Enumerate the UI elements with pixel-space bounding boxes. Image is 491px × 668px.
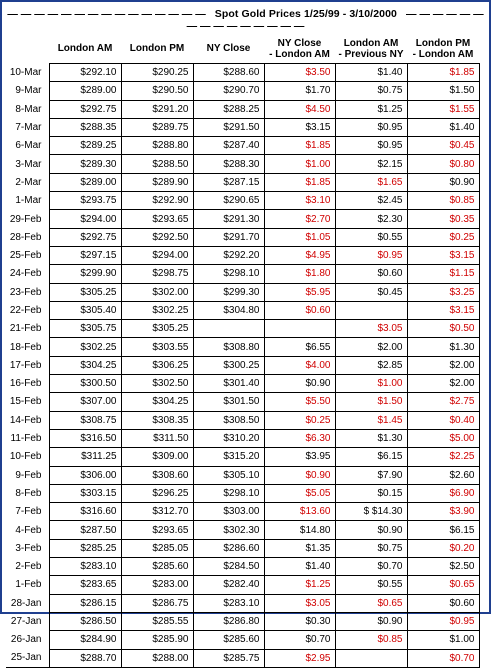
- ny-close-cell: $303.00: [193, 503, 264, 521]
- london-pm-minus-london-am-cell: $1.40: [407, 118, 479, 136]
- date-cell: 15-Feb: [9, 396, 42, 408]
- london-pm-minus-london-am-cell: $1.15: [407, 265, 479, 283]
- london-am-minus-prev-ny-cell: $0.70: [335, 558, 407, 576]
- london-pm-cell: $304.25: [121, 393, 193, 411]
- table-row: [6, 539, 479, 557]
- london-pm-cell: $290.25: [121, 64, 193, 82]
- london-am-cell: $283.10: [49, 558, 121, 576]
- table-row: [6, 649, 479, 667]
- date-cell: 28-Jan: [10, 597, 42, 609]
- table-row: [6, 503, 479, 521]
- date-cell: 1-Feb: [15, 579, 42, 591]
- london-pm-minus-london-am-cell: $1.30: [407, 338, 479, 356]
- london-pm-minus-london-am-cell: $3.15: [407, 246, 479, 264]
- london-pm-cell: $308.35: [121, 411, 193, 429]
- london-pm-cell: $289.75: [121, 118, 193, 136]
- date-cell: 16-Feb: [9, 378, 42, 390]
- ny-minus-london-am-cell: $0.90: [264, 466, 335, 484]
- london-pm-minus-london-am-cell: $5.00: [407, 429, 479, 447]
- ny-minus-london-am-cell: $3.10: [264, 192, 335, 210]
- ny-minus-london-am-cell: $5.50: [264, 393, 335, 411]
- london-am-minus-prev-ny-cell: $1.30: [335, 429, 407, 447]
- title-right-dashes: — — — — — — — — — — — — — — —: [186, 8, 484, 32]
- london-am-cell: $292.75: [49, 228, 121, 246]
- ny-close-cell: $292.20: [193, 246, 264, 264]
- ny-minus-london-am-cell: $13.60: [264, 503, 335, 521]
- table-row: [6, 100, 479, 118]
- ny-close-cell: $298.10: [193, 484, 264, 502]
- ny-close-cell: [193, 320, 264, 338]
- london-pm-minus-london-am-cell: $0.40: [407, 411, 479, 429]
- london-am-minus-prev-ny-cell: $2.15: [335, 155, 407, 173]
- london-pm-minus-london-am-cell: $3.25: [407, 283, 479, 301]
- london-pm-cell: $289.90: [121, 173, 193, 191]
- ny-close-cell: $298.10: [193, 265, 264, 283]
- ny-minus-london-am-cell: $3.95: [264, 448, 335, 466]
- london-pm-minus-london-am-cell: $0.20: [407, 539, 479, 557]
- ny-close-cell: $288.30: [193, 155, 264, 173]
- london-pm-cell: $294.00: [121, 246, 193, 264]
- ny-close-cell: $287.15: [193, 173, 264, 191]
- london-am-cell: $308.75: [49, 411, 121, 429]
- london-am-cell: $284.90: [49, 631, 121, 649]
- header-london-pm-minus-london-am: London PM - London AM: [412, 37, 474, 60]
- london-pm-minus-london-am-cell: $2.50: [407, 558, 479, 576]
- london-am-minus-prev-ny-cell: $2.45: [335, 192, 407, 210]
- table-row: [6, 558, 479, 576]
- ny-minus-london-am-cell: $3.15: [264, 118, 335, 136]
- london-pm-cell: $285.60: [121, 558, 193, 576]
- london-pm-minus-london-am-cell: $3.90: [407, 503, 479, 521]
- date-cell: 27-Jan: [10, 616, 42, 628]
- header-london-am: London AM: [57, 43, 113, 54]
- london-am-minus-prev-ny-cell: $1.00: [335, 375, 407, 393]
- london-am-minus-prev-ny-cell: $6.15: [335, 448, 407, 466]
- london-am-minus-prev-ny-cell: $0.65: [335, 594, 407, 612]
- london-pm-cell: $298.75: [121, 265, 193, 283]
- london-am-minus-prev-ny-cell: $2.30: [335, 210, 407, 228]
- gold-price-table: [6, 34, 480, 668]
- ny-close-cell: $315.20: [193, 448, 264, 466]
- table-body: [6, 64, 479, 668]
- london-pm-minus-london-am-cell: $0.50: [407, 320, 479, 338]
- london-pm-minus-london-am-cell: $1.85: [407, 64, 479, 82]
- london-pm-minus-london-am-cell: $0.95: [407, 612, 479, 630]
- london-pm-minus-london-am-cell: $0.80: [407, 155, 479, 173]
- date-cell: 8-Feb: [15, 487, 42, 499]
- london-pm-cell: $290.50: [121, 82, 193, 100]
- ny-minus-london-am-cell: $4.95: [264, 246, 335, 264]
- london-am-minus-prev-ny-cell: $0.45: [335, 283, 407, 301]
- london-pm-minus-london-am-cell: $2.75: [407, 393, 479, 411]
- table-row: [6, 521, 479, 539]
- london-am-minus-prev-ny-cell: $1.25: [335, 100, 407, 118]
- london-am-cell: $311.25: [49, 448, 121, 466]
- date-cell: 2-Feb: [15, 561, 42, 573]
- london-pm-cell: $305.25: [121, 320, 193, 338]
- london-pm-minus-london-am-cell: $1.50: [407, 82, 479, 100]
- date-cell: 26-Jan: [10, 634, 42, 646]
- ny-minus-london-am-cell: $1.85: [264, 173, 335, 191]
- date-cell: 18-Feb: [9, 341, 42, 353]
- header-date: [6, 34, 49, 64]
- table-row: [6, 594, 479, 612]
- date-cell: 8-Mar: [15, 103, 42, 115]
- date-cell: 28-Feb: [9, 231, 42, 243]
- date-cell: 25-Jan: [6, 649, 49, 667]
- table-row: [6, 612, 479, 630]
- london-am-cell: $305.40: [49, 301, 121, 319]
- ny-close-cell: $299.30: [193, 283, 264, 301]
- london-pm-minus-london-am-cell: $2.60: [407, 466, 479, 484]
- london-am-minus-prev-ny-cell: [335, 301, 407, 319]
- ny-minus-london-am-cell: $4.00: [264, 356, 335, 374]
- ny-minus-london-am-cell: $0.30: [264, 612, 335, 630]
- london-pm-cell: $296.25: [121, 484, 193, 502]
- title-left-dashes: — — — — — — — — — — — — — — —: [7, 8, 206, 20]
- london-pm-minus-london-am-cell: $2.00: [407, 356, 479, 374]
- london-pm-minus-london-am-cell: $0.85: [407, 192, 479, 210]
- date-cell: 2-Mar: [15, 176, 42, 188]
- header-row: [6, 34, 479, 64]
- date-cell: 6-Mar: [15, 140, 42, 152]
- london-am-cell: $285.25: [49, 539, 121, 557]
- ny-close-cell: $282.40: [193, 576, 264, 594]
- london-am-minus-prev-ny-cell: $0.75: [335, 539, 407, 557]
- ny-minus-london-am-cell: $1.25: [264, 576, 335, 594]
- london-pm-minus-london-am-cell: $0.35: [407, 210, 479, 228]
- london-am-minus-prev-ny-cell: $2.00: [335, 338, 407, 356]
- london-am-cell: $289.25: [49, 137, 121, 155]
- london-pm-cell: $311.50: [121, 429, 193, 447]
- london-pm-minus-london-am-cell: $6.90: [407, 484, 479, 502]
- london-am-cell: $297.15: [49, 246, 121, 264]
- ny-close-cell: $304.80: [193, 301, 264, 319]
- london-am-cell: $286.15: [49, 594, 121, 612]
- date-cell: 10-Mar: [9, 67, 42, 79]
- table-row: [6, 265, 479, 283]
- london-am-cell: $288.70: [49, 649, 121, 667]
- london-am-cell: $293.75: [49, 192, 121, 210]
- ny-minus-london-am-cell: $0.25: [264, 411, 335, 429]
- ny-minus-london-am-cell: $3.50: [264, 64, 335, 82]
- date-cell: 11-Feb: [10, 433, 42, 445]
- london-am-minus-prev-ny-cell: $1.45: [335, 411, 407, 429]
- date-cell: 21-Feb: [9, 323, 42, 335]
- page-title: [2, 8, 489, 32]
- ny-close-cell: $308.80: [193, 338, 264, 356]
- london-pm-minus-london-am-cell: $1.00: [407, 631, 479, 649]
- london-am-cell: $305.25: [49, 283, 121, 301]
- london-am-cell: $304.25: [49, 356, 121, 374]
- london-am-cell: $283.65: [49, 576, 121, 594]
- london-pm-minus-london-am-cell: $2.25: [407, 448, 479, 466]
- table-row: [6, 173, 479, 191]
- table-row: [6, 448, 479, 466]
- table-row: [6, 466, 479, 484]
- ny-close-cell: $283.10: [193, 594, 264, 612]
- table-row: [6, 118, 479, 136]
- ny-minus-london-am-cell: $5.05: [264, 484, 335, 502]
- ny-minus-london-am-cell: $1.85: [264, 137, 335, 155]
- table-row: [6, 283, 479, 301]
- london-pm-minus-london-am-cell: $2.00: [407, 375, 479, 393]
- ny-minus-london-am-cell: $0.70: [264, 631, 335, 649]
- ny-close-cell: $286.60: [193, 539, 264, 557]
- ny-minus-london-am-cell: $2.95: [264, 649, 335, 667]
- london-am-cell: $316.60: [49, 503, 121, 521]
- london-am-cell: $299.90: [49, 265, 121, 283]
- london-pm-cell: $285.55: [121, 612, 193, 630]
- london-pm-cell: $288.50: [121, 155, 193, 173]
- ny-close-cell: $291.70: [193, 228, 264, 246]
- london-am-minus-prev-ny-cell: $0.55: [335, 228, 407, 246]
- london-am-cell: $316.50: [49, 429, 121, 447]
- london-pm-cell: $288.80: [121, 137, 193, 155]
- london-pm-cell: $286.75: [121, 594, 193, 612]
- london-am-cell: $303.15: [49, 484, 121, 502]
- london-am-cell: $289.00: [49, 173, 121, 191]
- ny-close-cell: $285.75: [193, 649, 264, 667]
- london-am-cell: $286.50: [49, 612, 121, 630]
- date-cell: 9-Feb: [15, 469, 42, 481]
- table-row: [6, 393, 479, 411]
- london-pm-minus-london-am-cell: $0.25: [407, 228, 479, 246]
- london-am-minus-prev-ny-cell: $ $14.30: [335, 503, 407, 521]
- date-cell: 24-Feb: [9, 268, 42, 280]
- london-am-minus-prev-ny-cell: $1.40: [335, 64, 407, 82]
- london-am-minus-prev-ny-cell: $2.85: [335, 356, 407, 374]
- london-am-cell: $292.75: [49, 100, 121, 118]
- london-pm-cell: $288.00: [121, 649, 193, 667]
- ny-close-cell: $300.25: [193, 356, 264, 374]
- date-cell: 4-Feb: [15, 524, 42, 536]
- ny-minus-london-am-cell: $0.90: [264, 375, 335, 393]
- london-pm-cell: $291.20: [121, 100, 193, 118]
- london-pm-cell: $309.00: [121, 448, 193, 466]
- ny-close-cell: $284.50: [193, 558, 264, 576]
- table-row: [6, 301, 479, 319]
- ny-minus-london-am-cell: $1.40: [264, 558, 335, 576]
- ny-close-cell: $286.80: [193, 612, 264, 630]
- ny-minus-london-am-cell: $0.60: [264, 301, 335, 319]
- ny-close-cell: $310.20: [193, 429, 264, 447]
- date-cell: 14-Feb: [9, 414, 42, 426]
- london-pm-cell: $302.25: [121, 301, 193, 319]
- ny-close-cell: $291.50: [193, 118, 264, 136]
- ny-close-cell: $291.30: [193, 210, 264, 228]
- table-row: [6, 375, 479, 393]
- london-pm-cell: $283.00: [121, 576, 193, 594]
- date-cell: 1-Mar: [15, 195, 42, 207]
- table-row: [6, 64, 479, 82]
- ny-minus-london-am-cell: $3.05: [264, 594, 335, 612]
- london-am-minus-prev-ny-cell: $0.95: [335, 137, 407, 155]
- london-am-minus-prev-ny-cell: $0.55: [335, 576, 407, 594]
- date-cell: 7-Feb: [15, 506, 42, 518]
- london-pm-cell: $303.55: [121, 338, 193, 356]
- london-pm-cell: $293.65: [121, 521, 193, 539]
- ny-close-cell: $288.60: [193, 64, 264, 82]
- table-row: [6, 356, 479, 374]
- london-am-cell: $288.35: [49, 118, 121, 136]
- ny-close-cell: $290.65: [193, 192, 264, 210]
- ny-minus-london-am-cell: $6.55: [264, 338, 335, 356]
- table-row: [6, 429, 479, 447]
- london-pm-cell: $285.90: [121, 631, 193, 649]
- table-row: [6, 82, 479, 100]
- table-row: [6, 246, 479, 264]
- ny-minus-london-am-cell: $1.05: [264, 228, 335, 246]
- title-text: Spot Gold Prices 1/25/99 - 3/10/2000: [214, 8, 397, 20]
- ny-minus-london-am-cell: $1.80: [264, 265, 335, 283]
- london-am-minus-prev-ny-cell: $1.50: [335, 393, 407, 411]
- table-row: [6, 338, 479, 356]
- date-cell: 7-Mar: [15, 122, 42, 134]
- header-london-pm: London PM: [129, 43, 185, 54]
- ny-minus-london-am-cell: $6.30: [264, 429, 335, 447]
- date-cell: 23-Feb: [9, 286, 42, 298]
- london-am-minus-prev-ny-cell: $0.95: [335, 118, 407, 136]
- london-pm-minus-london-am-cell: $1.55: [407, 100, 479, 118]
- ny-close-cell: $287.40: [193, 137, 264, 155]
- london-am-cell: $287.50: [49, 521, 121, 539]
- table-row: [6, 137, 479, 155]
- london-pm-minus-london-am-cell: $0.60: [407, 594, 479, 612]
- ny-close-cell: $305.10: [193, 466, 264, 484]
- date-cell: 29-Feb: [9, 213, 42, 225]
- london-pm-cell: $285.05: [121, 539, 193, 557]
- ny-close-cell: $301.40: [193, 375, 264, 393]
- table-row: [6, 155, 479, 173]
- ny-close-cell: $302.30: [193, 521, 264, 539]
- london-am-minus-prev-ny-cell: $3.05: [335, 320, 407, 338]
- london-pm-minus-london-am-cell: $6.15: [407, 521, 479, 539]
- london-am-minus-prev-ny-cell: $0.90: [335, 612, 407, 630]
- header-london-am-minus-prev-ny: London AM - Previous NY: [338, 37, 404, 60]
- ny-minus-london-am-cell: $2.70: [264, 210, 335, 228]
- london-am-minus-prev-ny-cell: $0.85: [335, 631, 407, 649]
- london-pm-cell: $312.70: [121, 503, 193, 521]
- london-am-minus-prev-ny-cell: [335, 649, 407, 667]
- table-row: [6, 411, 479, 429]
- london-pm-cell: $302.00: [121, 283, 193, 301]
- london-pm-cell: $292.50: [121, 228, 193, 246]
- date-cell: 9-Mar: [15, 85, 42, 97]
- table-row: [6, 320, 479, 338]
- london-pm-cell: $306.25: [121, 356, 193, 374]
- london-am-minus-prev-ny-cell: $0.90: [335, 521, 407, 539]
- london-pm-minus-london-am-cell: $0.45: [407, 137, 479, 155]
- london-pm-cell: $292.90: [121, 192, 193, 210]
- london-am-cell: $289.30: [49, 155, 121, 173]
- ny-close-cell: $308.50: [193, 411, 264, 429]
- table-row: [6, 228, 479, 246]
- table-row: [6, 210, 479, 228]
- header-ny-close: NY Close: [206, 43, 251, 54]
- ny-minus-london-am-cell: $1.35: [264, 539, 335, 557]
- date-cell: 10-Feb: [9, 451, 42, 463]
- london-am-minus-prev-ny-cell: $0.95: [335, 246, 407, 264]
- ny-close-cell: $285.60: [193, 631, 264, 649]
- ny-minus-london-am-cell: $14.80: [264, 521, 335, 539]
- london-pm-minus-london-am-cell: $0.90: [407, 173, 479, 191]
- table-row: [6, 576, 479, 594]
- london-am-minus-prev-ny-cell: $0.15: [335, 484, 407, 502]
- table-row: [6, 484, 479, 502]
- ny-minus-london-am-cell: $1.70: [264, 82, 335, 100]
- table-row: [6, 192, 479, 210]
- ny-close-cell: $301.50: [193, 393, 264, 411]
- london-am-minus-prev-ny-cell: $0.60: [335, 265, 407, 283]
- london-am-cell: $302.25: [49, 338, 121, 356]
- london-am-cell: $300.50: [49, 375, 121, 393]
- date-cell: 22-Feb: [9, 305, 42, 316]
- london-am-cell: $305.75: [49, 320, 121, 338]
- table-row: [6, 631, 479, 649]
- london-pm-cell: $308.60: [121, 466, 193, 484]
- london-am-minus-prev-ny-cell: $7.90: [335, 466, 407, 484]
- london-pm-minus-london-am-cell: $0.70: [407, 649, 479, 667]
- london-am-cell: $306.00: [49, 466, 121, 484]
- london-am-cell: $294.00: [49, 210, 121, 228]
- ny-close-cell: $288.25: [193, 100, 264, 118]
- london-am-cell: $292.10: [49, 64, 121, 82]
- date-cell: 17-Feb: [9, 359, 42, 371]
- london-pm-minus-london-am-cell: $0.65: [407, 576, 479, 594]
- london-am-cell: $307.00: [49, 393, 121, 411]
- london-am-minus-prev-ny-cell: $0.75: [335, 82, 407, 100]
- ny-minus-london-am-cell: $4.50: [264, 100, 335, 118]
- ny-close-cell: $290.70: [193, 82, 264, 100]
- london-pm-minus-london-am-cell: $3.15: [407, 301, 479, 319]
- date-cell: 3-Mar: [15, 158, 42, 170]
- london-pm-cell: $302.50: [121, 375, 193, 393]
- london-am-minus-prev-ny-cell: $1.65: [335, 173, 407, 191]
- london-pm-cell: $293.65: [121, 210, 193, 228]
- ny-minus-london-am-cell: $1.00: [264, 155, 335, 173]
- date-cell: 3-Feb: [15, 542, 42, 554]
- date-cell: 25-Feb: [9, 250, 42, 262]
- london-am-cell: $289.00: [49, 82, 121, 100]
- ny-minus-london-am-cell: [264, 320, 335, 338]
- ny-minus-london-am-cell: $5.95: [264, 283, 335, 301]
- header-ny-minus-london-am: NY Close - London AM: [269, 37, 330, 60]
